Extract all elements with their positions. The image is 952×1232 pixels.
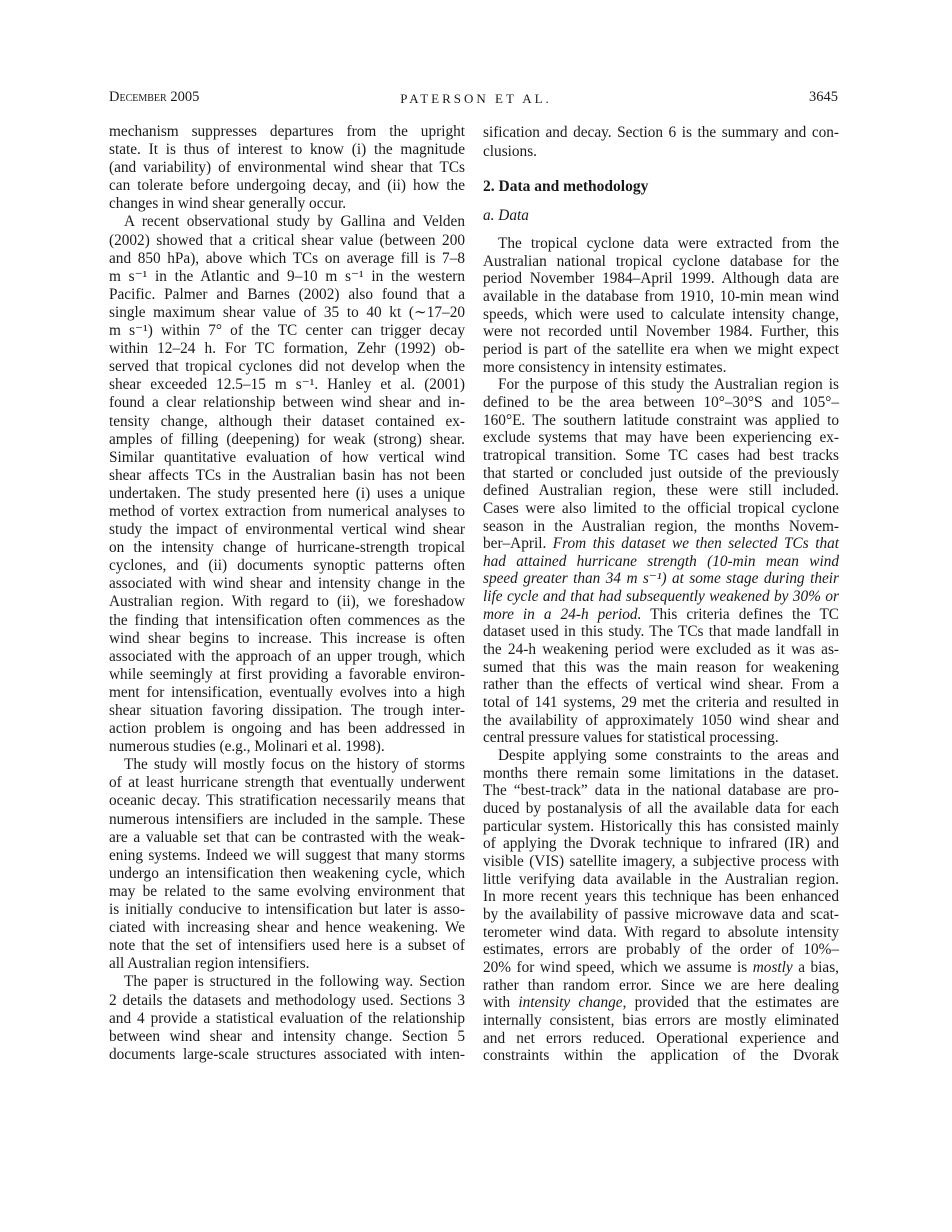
- text-line: the 24-h weakening period were excluded as it was as-: [483, 641, 839, 659]
- text-line: estimates, errors are probably of the order of 10%–: [483, 941, 839, 959]
- text-line: Australian region. With regard to (ii), we foreshadow: [109, 593, 465, 611]
- italic-text-segment: had attained hurricane strength (10-min mean wind: [483, 552, 839, 570]
- text-line: shear exceeded 12.5–15 m s⁻¹. Hanley et al. (2001): [109, 376, 465, 394]
- text-line: Australian national tropical cyclone database for the: [483, 252, 839, 270]
- text-line: [483, 535, 839, 553]
- text-line: study the impact of environmental vertical wind shear: [109, 521, 465, 539]
- text-line: found a clear relationship between wind shear and in-: [109, 394, 465, 412]
- text-line: particular system. Historically this has consisted mainly: [483, 817, 839, 835]
- text-line: and 4 provide a statistical evaluation of the relationship: [109, 1009, 465, 1027]
- text-line: [483, 588, 839, 606]
- text-line: mechanism suppresses departures from the upright: [109, 123, 465, 140]
- text-segment: This criteria defines the TC: [641, 605, 839, 623]
- text-line: ciated with increasing shear and hence weakening. We: [109, 919, 465, 937]
- text-segment: 20% for wind speed, which we assume is: [483, 958, 753, 976]
- right-column-continuation: [483, 123, 839, 161]
- section-heading: 2. Data and methodology: [483, 178, 649, 195]
- text-line: total of 141 systems, 29 met the criteria and resulted in: [483, 694, 839, 712]
- text-line: sification and decay. Section 6 is the summary and con-: [483, 124, 839, 141]
- text-line: method of vortex extraction from numerical analyses to: [109, 502, 465, 520]
- text-line: The paper is structured in the following way. Section: [124, 973, 465, 991]
- text-line: [483, 994, 839, 1012]
- text-line: central pressure values for statistical processing.: [483, 729, 779, 747]
- text-line: constraints within the application of the Dvorak: [483, 1047, 839, 1065]
- text-line: is initially conducive to intensification but later is asso-: [109, 901, 465, 919]
- text-line: numerous studies (e.g., Molinari et al. 1998).: [109, 738, 385, 756]
- text-line: available in the database from 1910, 10-min mean wind: [483, 287, 839, 305]
- text-line: terometer wind data. With regard to absolute intensity: [483, 923, 839, 941]
- text-line: [483, 570, 839, 588]
- text-line: A recent observational study by Gallina and Velden: [124, 213, 465, 231]
- paragraph: [109, 213, 465, 756]
- text-line: Pacific. Palmer and Barnes (2002) also found that a: [109, 285, 465, 303]
- paragraph: [109, 123, 465, 213]
- text-line: In more recent years this technique has been enhanced: [483, 888, 839, 906]
- text-line: that started or concluded just outside of the previously: [483, 464, 839, 482]
- text-line: oceanic decay. This stratification necessarily means that: [109, 792, 465, 810]
- text-line: The tropical cyclone data were extracted from the: [498, 235, 839, 252]
- text-line: undertaken. The study presented here (i) uses a unique: [109, 484, 465, 502]
- italic-text-segment: more in a 24-h period.: [483, 605, 642, 623]
- text-line: by the availability of passive microwave data and scat-: [483, 905, 839, 923]
- text-line: defined Australian region, these were still included.: [483, 482, 839, 500]
- text-line: internally consistent, bias errors are mostly eliminated: [483, 1011, 839, 1029]
- text-line: were not recorded until November 1984. Further, this: [483, 323, 839, 341]
- text-line: The “best-track” data in the national database are pro-: [483, 782, 839, 800]
- text-line: between wind shear and intensity change. Section 5: [109, 1027, 465, 1045]
- text-line: [483, 959, 839, 977]
- running-header-date: December 2005: [109, 89, 200, 105]
- page-number: 3645: [809, 89, 838, 105]
- text-line: 2 details the datasets and methodology used. Sections 3: [109, 991, 465, 1009]
- text-line: the finding that intensification often commences as the: [109, 611, 465, 629]
- text-line: cyclones, and (ii) documents synoptic patterns often: [109, 557, 465, 575]
- text-line: (and variability) of environmental wind shear that TCs: [109, 159, 465, 177]
- paragraph: [109, 756, 465, 973]
- text-line: months there remain some limitations in the dataset.: [483, 764, 839, 782]
- text-line: Despite applying some constraints to the areas and: [498, 747, 839, 765]
- paragraph: [483, 376, 839, 747]
- text-line: state. It is thus of interest to know (i) the magnitude: [109, 141, 465, 159]
- italic-text-segment: intensity change: [518, 994, 623, 1012]
- text-line: of applying the Dvorak technique to infrared (IR) and: [483, 835, 839, 853]
- text-line: The study will mostly focus on the history of storms: [124, 756, 465, 774]
- italic-text-segment: life cycle and that had subsequently weakened by 30% or: [483, 588, 839, 606]
- text-line: shear affects TCs in the Australian basin has not been: [109, 466, 465, 484]
- text-line: defined to be the area between 10°–30°S and 105°–: [483, 393, 839, 411]
- text-line: rather than the effects of vertical wind shear. From a: [483, 676, 839, 694]
- text-line: exclude systems that may have been experiencing ex-: [483, 429, 839, 447]
- text-line: wind shear begins to increase. This increase is often: [109, 629, 465, 647]
- text-line: associated with wind shear and intensity change in the: [109, 575, 465, 593]
- text-line: visible (VIS) satellite imagery, a subjective process with: [483, 852, 839, 870]
- paragraph: [483, 747, 839, 1065]
- text-line: period November 1984–April 1999. Although data are: [483, 270, 839, 288]
- text-line: documents large-scale structures associated with inten-: [109, 1045, 465, 1063]
- italic-text-segment: speed greater than 34 m s⁻¹) at some stage during their: [483, 570, 839, 588]
- text-line: may be related to the same evolving environment that: [109, 882, 465, 900]
- text-line: For the purpose of this study the Australian region is: [498, 376, 839, 394]
- text-line: ment for intensification, eventually evolves into a high: [109, 683, 465, 701]
- text-line: Similar quantitative evaluation of how vertical wind: [109, 448, 465, 466]
- text-line: little verifying data available in the Australian region.: [483, 870, 839, 888]
- text-line: note that the set of intensifiers used here is a subset of: [109, 937, 465, 955]
- paragraph: [109, 973, 465, 1063]
- text-line: period is part of the satellite era when we might expect: [483, 340, 839, 358]
- text-line: more consistency in intensity estimates.: [483, 358, 727, 376]
- text-line: served that tropical cyclones did not develop when the: [109, 358, 465, 376]
- text-line: can tolerate before undergoing decay, and (ii) how the: [109, 177, 465, 195]
- text-line: m s⁻¹) within 7° of the TC center can trigger decay: [109, 322, 465, 340]
- paragraph: [483, 123, 839, 161]
- text-line: ening systems. Indeed we will suggest that many storms: [109, 846, 465, 864]
- text-line: sumed that this was the main reason for weakening: [483, 658, 839, 676]
- italic-text-segment: From this dataset we then selected TCs that: [552, 535, 840, 553]
- text-line: [483, 606, 839, 624]
- text-line: clusions.: [483, 143, 537, 160]
- running-header-authors: PATERSON ET AL.: [400, 91, 552, 106]
- text-segment: , provided that the estimates are: [622, 994, 839, 1012]
- text-segment: ber–April.: [483, 535, 553, 553]
- text-line: and 850 hPa), above which TCs on average fill is 7–8: [109, 249, 465, 267]
- text-line: action problem is ongoing and has been addressed in: [109, 720, 465, 738]
- text-line: Cases were also limited to the official tropical cyclone: [483, 499, 839, 517]
- text-line: numerous intensifiers are included in the sample. These: [109, 810, 465, 828]
- text-line: associated with the approach of an upper trough, which: [109, 647, 465, 665]
- text-line: are a valuable set that can be contrasted with the weak-: [109, 828, 465, 846]
- text-line: within 12–24 h. For TC formation, Zehr (1992) ob-: [109, 340, 465, 358]
- text-line: undergo an intensification then weakening cycle, which: [109, 864, 465, 882]
- text-line: single maximum shear value of 35 to 40 kt (∼17–20: [109, 303, 465, 321]
- text-line: dataset used in this study. The TCs that made landfall in: [483, 623, 839, 641]
- text-segment: with: [483, 994, 519, 1012]
- text-line: all Australian region intensifiers.: [109, 955, 310, 973]
- subsection-heading: a. Data: [483, 207, 529, 224]
- text-line: on the intensity change of hurricane-strength tropical: [109, 539, 465, 557]
- text-line: tensity change, although their dataset contained ex-: [109, 412, 465, 430]
- left-column: [109, 123, 465, 1064]
- text-line: (2002) showed that a critical shear value (between 200: [109, 231, 465, 249]
- text-line: season in the Australian region, the months Novem-: [483, 517, 839, 535]
- right-column: [483, 235, 839, 1065]
- text-line: and net errors reduced. Operational experience and: [483, 1029, 839, 1047]
- text-line: speeds, which were used to calculate intensity change,: [483, 305, 839, 323]
- text-line: amples of filling (deepening) for weak (strong) shear.: [109, 430, 465, 448]
- text-line: tratropical transition. Some TC cases had best tracks: [483, 446, 839, 464]
- text-line: [483, 553, 839, 571]
- text-line: the availability of approximately 1050 wind shear and: [483, 711, 839, 729]
- text-segment: a bias,: [792, 958, 839, 976]
- text-line: while seemingly at first providing a favorable environ-: [109, 665, 465, 683]
- text-line: duced by postanalysis of all the available data for each: [483, 800, 839, 817]
- text-line: rather than random error. Since we are here dealing: [483, 976, 839, 994]
- paragraph: [483, 235, 839, 376]
- text-line: shear situation favoring dissipation. The trough inter-: [109, 702, 465, 719]
- text-line: 160°E. The southern latitude constraint was applied to: [483, 411, 839, 429]
- text-line: of at least hurricane strength that eventually underwent: [109, 774, 465, 792]
- italic-text-segment: mostly: [752, 958, 793, 976]
- text-line: changes in wind shear generally occur.: [109, 195, 347, 213]
- text-line: m s⁻¹ in the Atlantic and 9–10 m s⁻¹ in the western: [109, 267, 465, 285]
